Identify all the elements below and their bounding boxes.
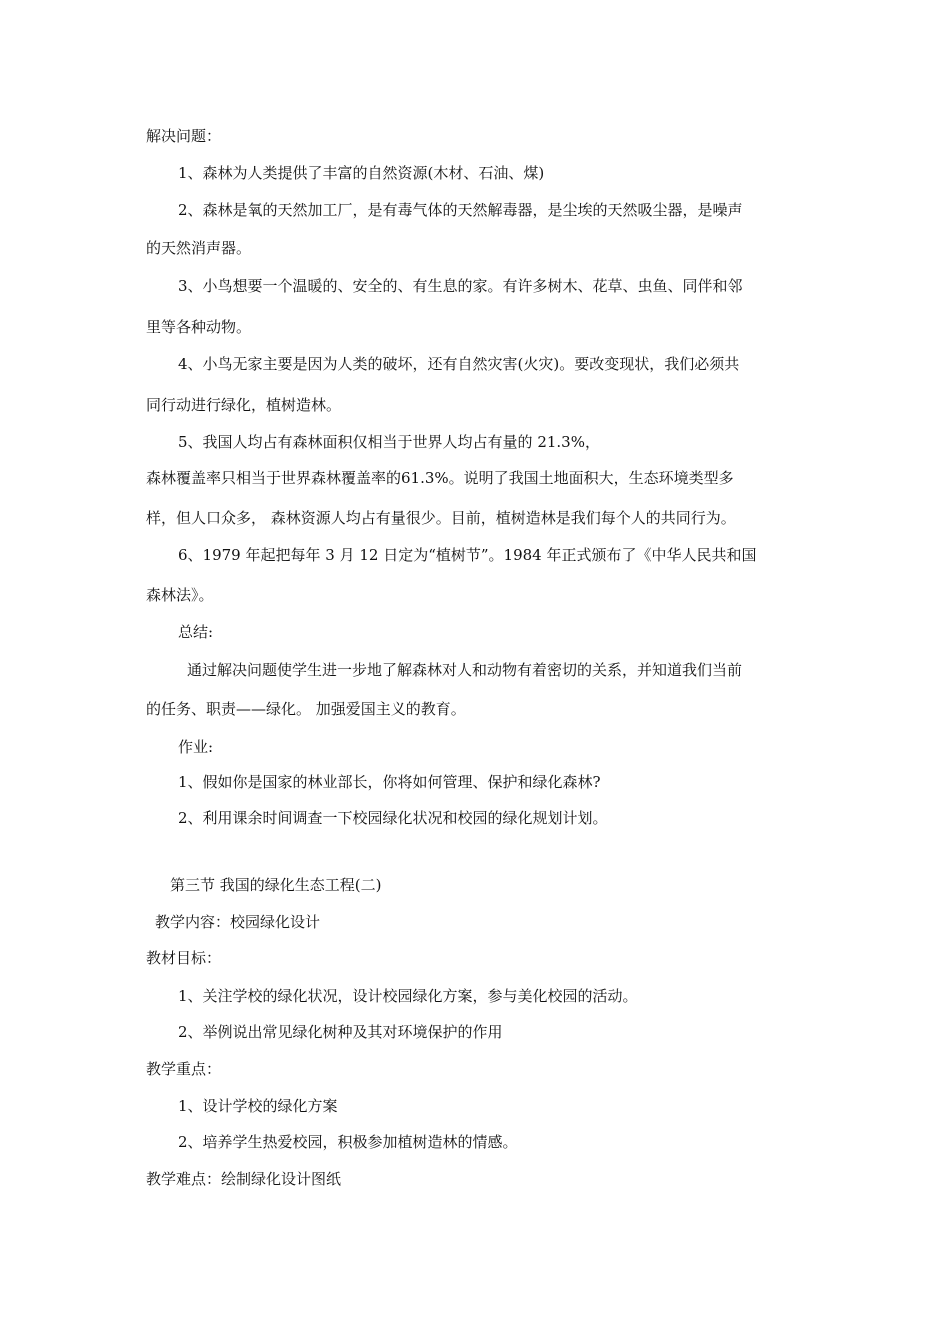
problem-6-line-2: 森林法》。 [146, 586, 214, 604]
homework-1: 1、假如你是国家的林业部长，你将如何管理、保护和绿化森林? [178, 773, 601, 791]
problem-5-line-1: 5、我国人均占有森林面积仅相当于世界人均占有量的 21.3%， [178, 433, 600, 451]
summary-line-2: 的任务、职责——绿化。 加强爱国主义的教育。 [146, 700, 466, 718]
problem-4-line-2: 同行动进行绿化，植树造林。 [146, 396, 342, 414]
goal-1: 1、关注学校的绿化状况，设计校园绿化方案，参与美化校园的活动。 [178, 987, 638, 1005]
problem-2-line-2: 的天然消声器。 [146, 239, 252, 257]
problem-5-line-2: 森林覆盖率只相当于世界森林覆盖率的61.3%。说明了我国土地面积大，生态环境类型多 [146, 469, 734, 487]
problem-3-line-2: 里等各种动物。 [146, 318, 252, 336]
key-points-heading: 教学重点： [146, 1060, 222, 1078]
problem-6-line-1: 6、1979 年起把每年 3 月 12 日定为“植树节”。1984 年正式颁布了《中华人民共和国 [178, 546, 757, 564]
problem-4-line-1: 4、小鸟无家主要是因为人类的破坏，还有自然灾害(火灾)。要改变现状，我们必须共 [178, 355, 740, 373]
homework-heading: 作业: [178, 738, 214, 756]
section-title: 第三节 我国的绿化生态工程(二) [170, 876, 382, 894]
goal-2: 2、举例说出常见绿化树种及其对环境保护的作用 [178, 1023, 503, 1041]
problem-5-line-3: 样，但人口众多， 森林资源人均占有量很少。目前，植树造林是我们每个人的共同行为。 [146, 509, 736, 527]
goals-heading: 教材目标： [146, 949, 222, 967]
homework-2: 2、利用课余时间调查一下校园绿化状况和校园的绿化规划计划。 [178, 809, 608, 827]
problem-1: 1、森林为人类提供了丰富的自然资源(木材、石油、煤) [178, 164, 545, 182]
key-point-2: 2、培养学生热爱校园，积极参加植树造林的情感。 [178, 1133, 518, 1151]
summary-line-1: 通过解决问题使学生进一步地了解森林对人和动物有着密切的关系，并知道我们当前 [187, 661, 743, 679]
difficulty-line: 教学难点：绘制绿化设计图纸 [146, 1170, 342, 1188]
summary-heading: 总结: [178, 623, 214, 641]
problem-3-line-1: 3、小鸟想要一个温暖的、安全的、有生息的家。有许多树木、花草、虫鱼、同伴和邻 [178, 277, 743, 295]
problems-heading: 解决问题： [146, 127, 222, 145]
problem-2-line-1: 2、森林是氧的天然加工厂，是有毒气体的天然解毒器，是尘埃的天然吸尘器，是噪声 [178, 201, 743, 219]
key-point-1: 1、设计学校的绿化方案 [178, 1097, 338, 1115]
teaching-content: 教学内容：校园绿化设计 [155, 913, 321, 931]
